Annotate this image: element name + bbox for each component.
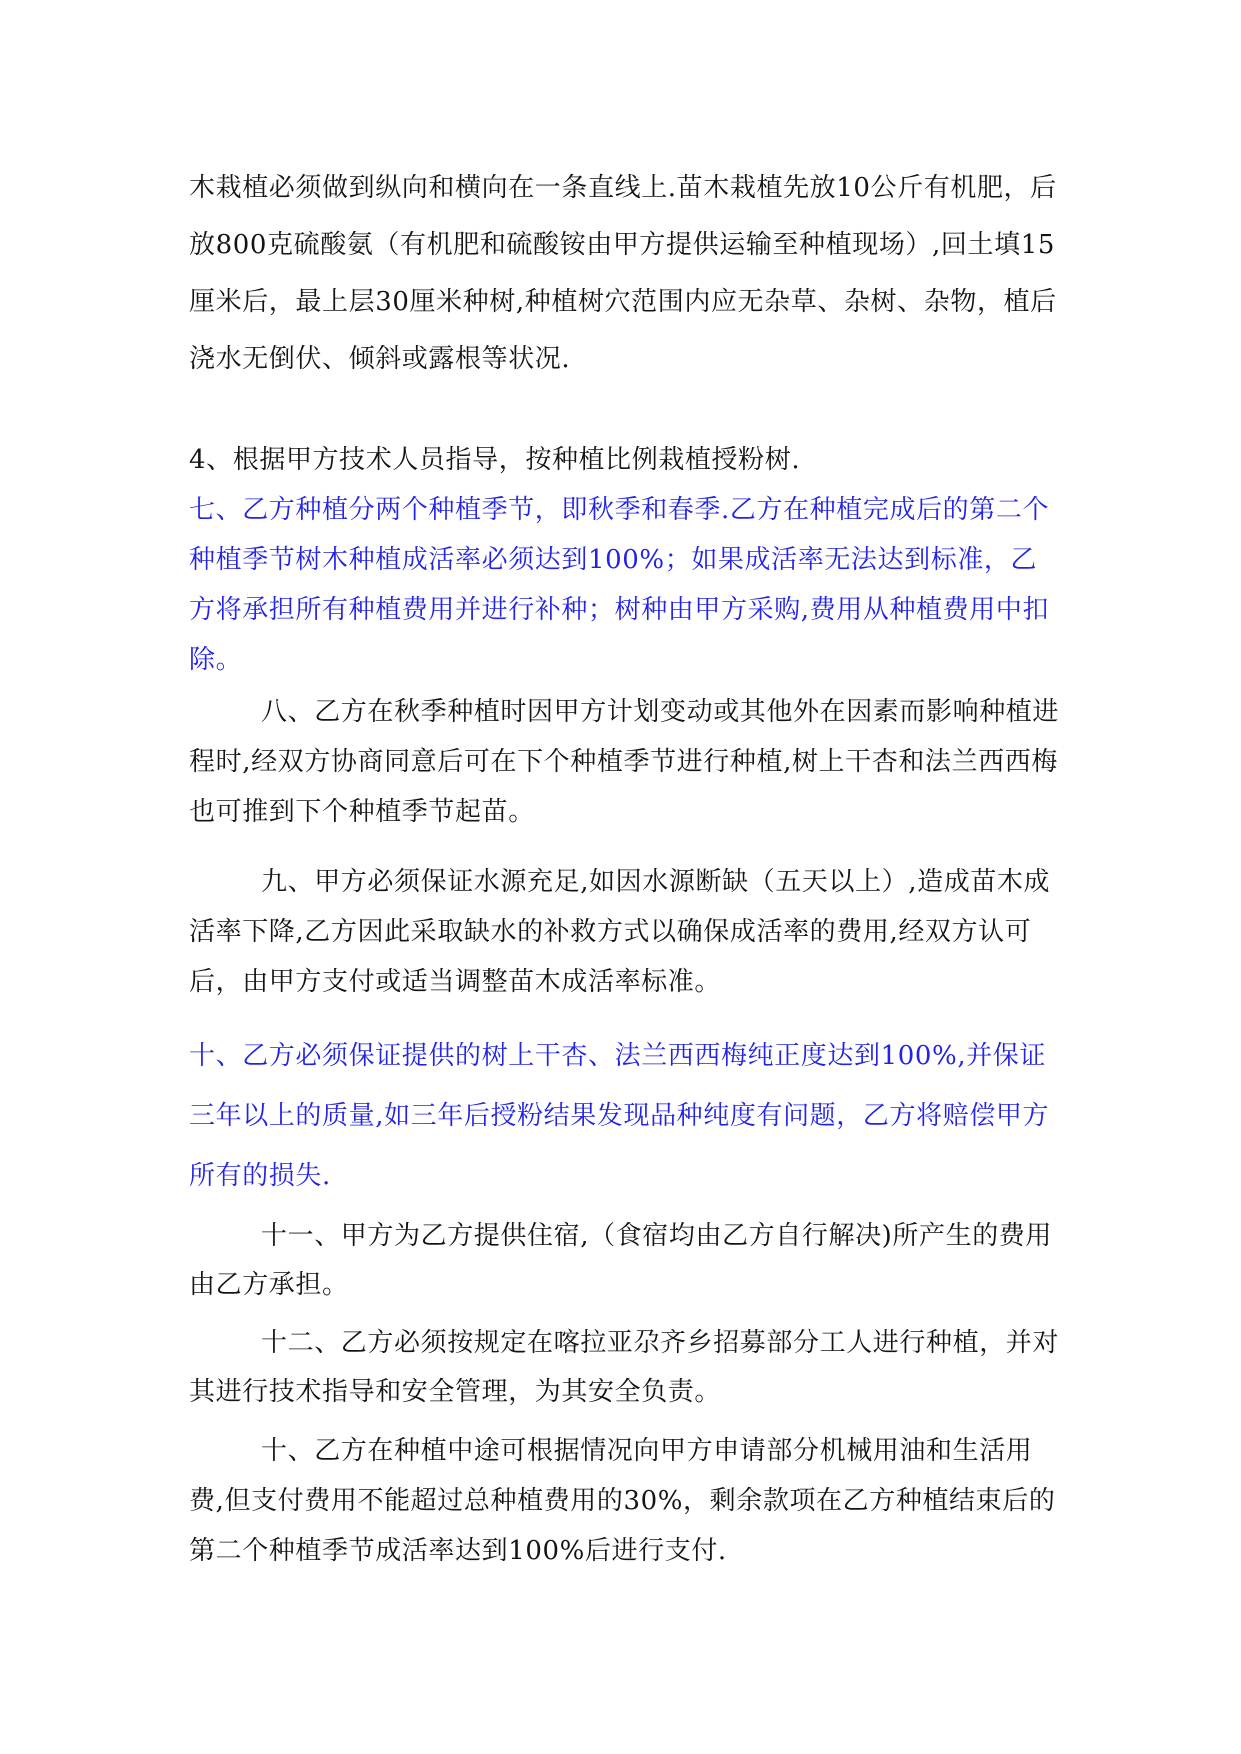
paragraph-clause-7-survival-rate: 七、乙方种植分两个种植季节，即秋季和春季.乙方在种植完成后的第二个种植季节树木种植成活率必须达到100%；如果成活率无法达到标准，乙方将承担所有种植费用并进行补种；树种由甲方采购,费用从种植费用中扣除。: [189, 495, 1050, 675]
paragraph-payment-terms: 十、乙方在种植中途可根据情况向甲方申请部分机械用油和生活用费,但支付费用不能超过总种植费用的30%，剩余款项在乙方种植结束后的第二个种植季节成活率达到100%后进行支付.: [189, 1436, 1056, 1566]
paragraph-planting-requirements: 木栽植必须做到纵向和横向在一条直线上.苗木栽植先放10公斤有机肥，后放800克硫酸氨（有机肥和硫酸铵由甲方提供运输至种植现场）,回土填15厘米后，最上层30厘米种树,种植树穴范围内应无杂草、杂树、杂物，植后浇水无倒伏、倾斜或露根等状况.: [189, 173, 1057, 374]
paragraph-clause-10-variety-purity: 十、乙方必须保证提供的树上干杏、法兰西西梅纯正度达到100%,并保证三年以上的质量,如三年后授粉结果发现品种纯度有问题，乙方将赔偿甲方所有的损失.: [189, 1041, 1050, 1191]
paragraph-clause-8-schedule-change: 八、乙方在秋季种植时因甲方计划变动或其他外在因素而影响种植进程时,经双方协商同意后可在下个种植季节进行种植,树上干杏和法兰西西梅也可推到下个种植季节起苗。: [189, 697, 1060, 827]
paragraph-clause-9-water-supply: 九、甲方必须保证水源充足,如因水源断缺（五天以上）,造成苗木成活率下降,乙方因此采取缺水的补救方式以确保成活率的费用,经双方认可后，由甲方支付或适当调整苗木成活率标准。: [189, 867, 1051, 997]
paragraph-pollinator-trees: 4、根据甲方技术人员指导，按种植比例栽植授粉树.: [189, 445, 801, 475]
paragraph-clause-11-accommodation: 十一、甲方为乙方提供住宿,（食宿均由乙方自行解决)所产生的费用由乙方承担。: [189, 1221, 1053, 1300]
paragraph-clause-12-local-workers: 十二、乙方必须按规定在喀拉亚尕齐乡招募部分工人进行种植，并对其进行技术指导和安全管理，为其安全负责。: [189, 1328, 1060, 1407]
